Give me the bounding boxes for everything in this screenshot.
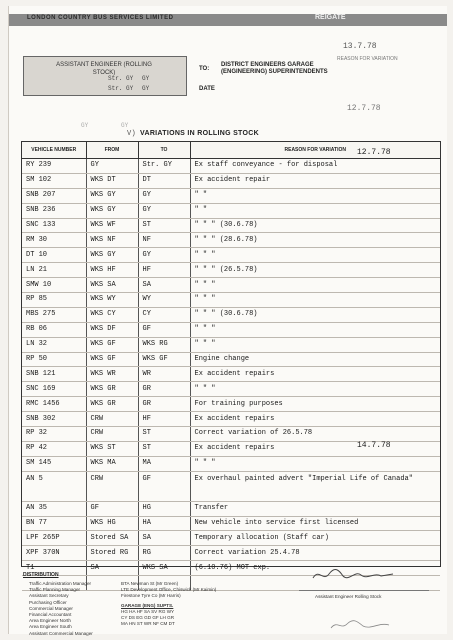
vehicle-number-cell: SM 145 <box>22 456 86 471</box>
table-row <box>22 218 440 233</box>
dist-mid-item: BTA Newman St (Mr Green) <box>121 581 179 586</box>
vehicle-number-cell: SNB 302 <box>22 412 86 427</box>
from-cell: WKS GF <box>86 352 138 367</box>
initials-icon <box>329 618 399 632</box>
reason-cell: " " " <box>190 248 440 263</box>
table-row <box>22 382 440 397</box>
distribution-title: DISTRIBUTION <box>23 572 59 578</box>
table-row <box>22 546 440 561</box>
dist-left-item: Traffic Planning Manager <box>29 587 81 593</box>
table-row <box>22 412 440 427</box>
reason-cell: Ex accident repair <box>190 173 440 188</box>
vehicle-number-cell: RP 32 <box>22 427 86 442</box>
vehicle-number-cell: RP 85 <box>22 293 86 308</box>
from-row2a: Str. GY <box>108 85 134 92</box>
distribution-mid-list <box>121 581 216 627</box>
to-cell: Str. GY <box>138 159 190 174</box>
from-cell: CRW <box>86 412 138 427</box>
reason-cell: " " " <box>190 456 440 471</box>
vehicle-number-cell: SNC 133 <box>22 218 86 233</box>
vehicle-number-cell: SNB 236 <box>22 203 86 218</box>
from-cell: SA <box>86 561 138 576</box>
vehicle-number-cell: SM 102 <box>22 173 86 188</box>
table-row <box>22 367 440 382</box>
distribution-left-list <box>29 581 93 637</box>
table-row <box>22 173 440 188</box>
from-cell: Stored SA <box>86 531 138 546</box>
table-row <box>22 531 440 546</box>
section-prefix: V) <box>127 130 137 138</box>
to-cell: ST <box>138 427 190 442</box>
reason-cell: Correct variation 25.4.78 <box>190 546 440 561</box>
reason-cell: Correct variation of 26.5.78 <box>190 427 440 442</box>
company-name: LONDON COUNTRY BUS SERVICES LIMITED <box>27 15 174 21</box>
vehicle-number-cell: RP 50 <box>22 352 86 367</box>
dist-left-item: Area Engineer North <box>29 618 71 624</box>
table-row <box>22 263 440 278</box>
table-row <box>22 159 440 174</box>
vehicle-number-cell: RM 30 <box>22 233 86 248</box>
from-row2b: GY <box>142 85 150 92</box>
to-cell: WKS SA <box>138 561 190 576</box>
to-cell: MA <box>138 456 190 471</box>
reason-cell: Ex accident repairs <box>190 367 440 382</box>
vehicle-number-cell: SNC 169 <box>22 382 86 397</box>
to-cell: HF <box>138 412 190 427</box>
garage-codes: MA HN ST WR NF CM DT <box>121 621 175 627</box>
section-title-text: VARIATIONS IN ROLLING STOCK <box>140 130 259 137</box>
reason-cell: Ex overhaul painted advert "Imperial Life of Canada" <box>190 471 440 501</box>
dist-left-item: Purchasing Officer <box>29 599 67 605</box>
from-cell: WKS DT <box>86 173 138 188</box>
from-cell: WKS GF <box>86 337 138 352</box>
dist-left-item: Traffic Administration Manager <box>29 581 92 586</box>
to-cell: ST <box>138 218 190 233</box>
signature-caption: Assistant Engineer Rolling Stock <box>315 594 382 599</box>
reason-cell: Engine change <box>190 352 440 367</box>
ghost-text-2: GY <box>121 122 129 129</box>
memo-page <box>8 6 447 634</box>
table-row <box>22 322 440 337</box>
signature-line <box>299 590 429 591</box>
from-box <box>23 56 187 96</box>
to-cell: SA <box>138 531 190 546</box>
vehicle-number-cell: RMC 1456 <box>22 397 86 412</box>
vehicle-number-cell: DT 10 <box>22 248 86 263</box>
to-cell: GY <box>138 248 190 263</box>
table-row <box>22 337 440 352</box>
to-cell: GY <box>138 203 190 218</box>
vehicle-number-cell: SNB 121 <box>22 367 86 382</box>
header-reason: REASON FOR VARIATION <box>190 142 440 159</box>
header-to: TO <box>138 142 190 159</box>
vehicle-number-cell: XPF 370N <box>22 546 86 561</box>
vehicle-number-cell: AN 35 <box>22 501 86 516</box>
from-cell: WKS SA <box>86 278 138 293</box>
from-cell: WKS HG <box>86 516 138 531</box>
from-cell: CRW <box>86 471 138 501</box>
to-cell: DT <box>138 173 190 188</box>
table-row <box>22 278 440 293</box>
reason-cell: Ex staff conveyance - for disposal <box>190 159 440 174</box>
from-cell: WKS NF <box>86 233 138 248</box>
from-cell: WKS CY <box>86 307 138 322</box>
table-row <box>22 307 440 322</box>
to-cell: SA <box>138 278 190 293</box>
reason-cell: " " " (28.6.78) <box>190 233 440 248</box>
to-cell: NF <box>138 233 190 248</box>
from-cell: WKS DF <box>86 322 138 337</box>
from-cell: WKS GR <box>86 397 138 412</box>
vehicle-number-cell: RB 06 <box>22 322 86 337</box>
table-row <box>22 427 440 442</box>
vehicle-number-cell: AN 5 <box>22 471 86 501</box>
from-cell: WKS GY <box>86 188 138 203</box>
dist-mid-item: Firestone Tyre Co (Mr Harris) <box>121 593 181 599</box>
from-cell: WKS GY <box>86 203 138 218</box>
reason-cell: " " " <box>190 293 440 308</box>
dist-left-item: Assistant Commercial Manager <box>29 630 93 636</box>
from-cell: WKS ST <box>86 441 138 456</box>
from-cell: WKS GR <box>86 382 138 397</box>
from-cell: CRW <box>86 427 138 442</box>
reason-cell: Temporary allocation (Staff car) <box>190 531 440 546</box>
reason-cell: " " " <box>190 337 440 352</box>
to-cell: WKS RG <box>138 337 190 352</box>
table-row <box>22 471 440 501</box>
table-row <box>22 456 440 471</box>
ghost-date: 12.7.78 <box>347 104 381 113</box>
to-cell: GR <box>138 382 190 397</box>
from-cell: WKS WY <box>86 293 138 308</box>
to-cell: GY <box>138 188 190 203</box>
from-cell: GY <box>86 159 138 174</box>
reason-cell: " " " (30.6.78) <box>190 307 440 322</box>
table-row <box>22 397 440 412</box>
to-cell: WY <box>138 293 190 308</box>
reason-cell: Ex accident repairs <box>190 412 440 427</box>
from-cell: WKS WF <box>86 218 138 233</box>
reason-cell: " " <box>190 203 440 218</box>
header-from: FROM <box>86 142 138 159</box>
to-cell: WR <box>138 367 190 382</box>
table-row <box>22 233 440 248</box>
from-col1: Str. GY <box>108 75 134 82</box>
vehicle-number-cell: T1 <box>22 561 86 576</box>
to-cell: ST <box>138 441 190 456</box>
from-cell: WKS WR <box>86 367 138 382</box>
ghost-text-1: GY <box>81 122 89 129</box>
vehicle-number-cell: LN 21 <box>22 263 86 278</box>
reason-cell: (6.10.76) MOT exp. <box>190 561 440 576</box>
vehicle-number-cell: SNB 207 <box>22 188 86 203</box>
vehicle-number-cell: RY 239 <box>22 159 86 174</box>
vehicle-number-cell: BN 77 <box>22 516 86 531</box>
vehicle-number-cell: SMW 10 <box>22 278 86 293</box>
to-label: TO: <box>199 66 210 72</box>
reason-cell: " " " (26.5.78) <box>190 263 440 278</box>
to-cell: GR <box>138 397 190 412</box>
reason-cell: " " " <box>190 322 440 337</box>
vehicle-number-cell: RP 42 <box>22 441 86 456</box>
dist-left-item: Commercial Manager <box>29 605 73 611</box>
annotation-date-mid: 14.7.78 <box>357 441 391 450</box>
table-row <box>22 248 440 263</box>
garage-codes: CY DS EG GD GF LH GR <box>121 615 175 621</box>
variations-table <box>21 141 441 572</box>
to-cell: HF <box>138 263 190 278</box>
to-cell: CY <box>138 307 190 322</box>
reason-cell: Ex accident repairs <box>190 441 440 456</box>
from-col2: GY <box>142 75 150 82</box>
from-cell: WKS MA <box>86 456 138 471</box>
reason-cell: For training purposes <box>190 397 440 412</box>
dist-left-item: Area Engineer South <box>29 624 72 630</box>
dist-left-item: Financial Accountant <box>29 612 72 618</box>
from-cell: GF <box>86 501 138 516</box>
to-recipients: DISTRICT ENGINEERS GARAGE (ENGINEERING) SUPERINTENDENTS <box>221 62 328 75</box>
reason-cell: New vehicle into service first licensed <box>190 516 440 531</box>
table-row <box>22 501 440 516</box>
reason-cell: " " " <box>190 278 440 293</box>
from-cell: WKS GY <box>86 248 138 263</box>
reason-cell: " " <box>190 188 440 203</box>
dist-left-item: Assistant Secretary <box>29 593 69 599</box>
handwritten-date: 13.7.78 <box>343 42 377 51</box>
office-name: REIGATE <box>315 14 346 21</box>
dist-mid-item: LTE Development Office, Chiswick (Mr Kaimin) <box>121 587 217 593</box>
table-row <box>22 352 440 367</box>
table-row <box>22 203 440 218</box>
vehicle-number-cell: MBS 275 <box>22 307 86 322</box>
header-vehicle: VEHICLE NUMBER <box>22 142 86 159</box>
from-title: ASSISTANT ENGINEER (ROLLING STOCK) <box>56 62 152 76</box>
reason-cell: Transfer <box>190 501 440 516</box>
reason-header-faint: REASON FOR VARIATION <box>337 56 398 62</box>
to-cell: RG <box>138 546 190 561</box>
garage-codes: HG HA HF SA SV RG WY <box>121 608 175 614</box>
table-row <box>22 516 440 531</box>
reason-cell: " " " <box>190 382 440 397</box>
to-cell: GF <box>138 322 190 337</box>
annotation-date-top: 12.7.78 <box>357 148 391 157</box>
signature-icon <box>309 566 399 584</box>
table-row <box>22 293 440 308</box>
to-cell: GF <box>138 471 190 501</box>
from-cell: WKS HF <box>86 263 138 278</box>
from-cell: Stored RG <box>86 546 138 561</box>
garage-title: GARAGE (ENG) SUPTS. <box>121 602 174 608</box>
vehicle-number-cell: LN 32 <box>22 337 86 352</box>
to-cell: HG <box>138 501 190 516</box>
reason-cell: " " " (30.6.78) <box>190 218 440 233</box>
date-label: DATE <box>199 86 215 92</box>
to-cell: HA <box>138 516 190 531</box>
vehicle-number-cell: LPF 265P <box>22 531 86 546</box>
to-cell: WKS GF <box>138 352 190 367</box>
table-row <box>22 188 440 203</box>
section-title <box>127 130 259 138</box>
